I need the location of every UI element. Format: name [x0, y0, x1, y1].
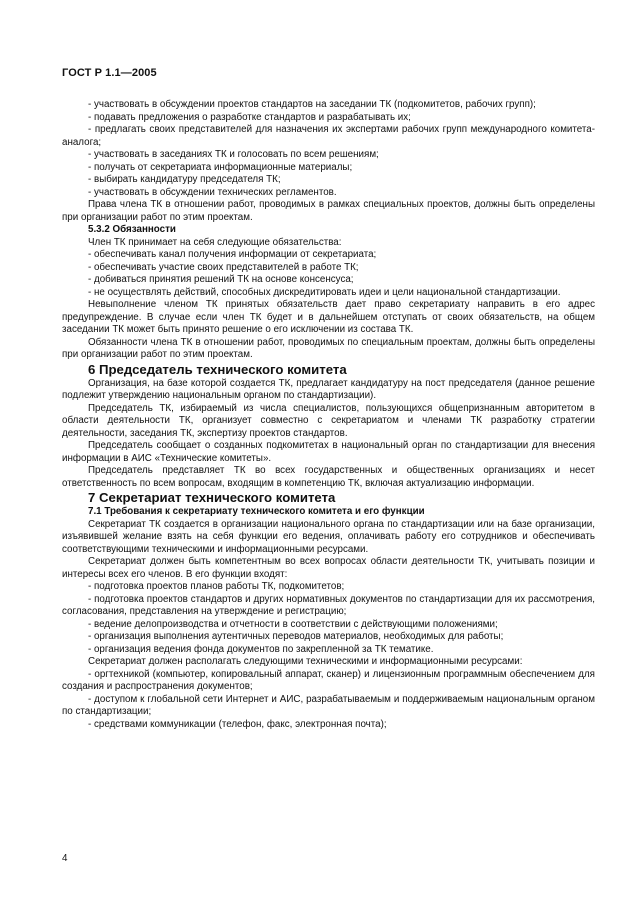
resource-item: - доступом к глобальной сети Интернет и АИС, разрабатываемым и поддерживаемым национальным органом по стандартизации; [62, 693, 595, 717]
function-item: - подготовка проектов планов работы ТК, подкомитетов; [88, 581, 345, 592]
function-item: - организация выполнения аутентичных переводов материалов, необходимых для работы; [88, 631, 504, 642]
section-heading-6: 6 Председатель технического комитета [88, 361, 347, 377]
chairman-paragraph: Председатель ТК, избираемый из числа специалистов, пользующихся общепризнанным авторитетом в области деятельности ТК, организует совместно с секретариатом и членами ТК разработку стратегии деятельности, заседания ТК, экспертизу проектов стандартов. [62, 402, 595, 439]
section-heading-7: 7 Секретариат технического комитета [88, 490, 336, 505]
duties-item: - добиваться принятия решений ТК на основе консенсуса; [88, 274, 354, 285]
document-body [62, 99, 595, 731]
secretariat-paragraph: Секретариат должен быть компетентным во всех вопросах области деятельности ТК, учитывать позиции и интересы всех его членов. В его функции входят: [62, 556, 595, 580]
function-item: - организация ведения фонда документов по закрепленной за ТК тематике. [88, 643, 434, 655]
function-item: - подготовка проектов стандартов и других нормативных документов по стандартизации для их рассмотрения, согласования, представления на утверждение и регистрацию; [62, 593, 595, 617]
duties-item: - обеспечивать участие своих представителей в работе ТК; [88, 261, 359, 273]
rights-item: - получать от секретариата информационные материалы; [88, 161, 353, 173]
rights-item: - участвовать в обсуждении технических регламентов. [88, 186, 337, 198]
duties-paragraph: Обязанности члена ТК в отношении работ, проводимых по специальным проектам, должны быть определены при организации работ по этим проектам. [62, 336, 595, 360]
rights-special-paragraph: Права члена ТК в отношении работ, проводимых в рамках специальных проектов, должны быть определены при организации работ по этим проектам. [62, 199, 595, 223]
rights-item: - подавать предложения о разработке стандартов и разрабатывать их; [88, 111, 411, 123]
duties-item: - обеспечивать канал получения информации от секретариата; [88, 249, 377, 260]
page-number: 4 [62, 853, 68, 864]
rights-item: - выбирать кандидатуру председателя ТК; [88, 174, 281, 185]
rights-item: - участвовать в обсуждении проектов стандартов на заседании ТК (подкомитетов, рабочих групп); [88, 99, 536, 110]
rights-item: - предлагать своих представителей для назначения их экспертами рабочих групп международного комитета-аналога; [62, 124, 595, 148]
section-heading-7-1: 7.1 Требования к секретариату технического комитета и его функции [88, 506, 425, 517]
resources-intro: Секретариат должен располагать следующими техническими и информационными ресурсами: [88, 656, 523, 667]
section-heading-5-3-2: 5.3.2 Обязанности [88, 224, 176, 235]
chairman-paragraph: Председатель представляет ТК во всех государственных и общественных организациях и несет ответственность по всем вопросам, входящим в компетенцию ТК, включая актуализацию информации. [62, 465, 595, 489]
duties-intro: Член ТК принимает на себя следующие обязательства: [88, 236, 342, 248]
chairman-paragraph: Председатель сообщает о созданных подкомитетах в национальный орган по стандартизации для внесения информации в АИС «Технические комитеты». [62, 440, 595, 464]
resource-item: - средствами коммуникации (телефон, факс, электронная почта); [88, 718, 387, 730]
secretariat-paragraph: Секретариат ТК создается в организации национального органа по стандартизации или на базе организации, изъявившей желание взять на себя функции его ведения, оплачивать работу его сотрудников и обеспечивать соответствующими техническими и информационными ресурсами. [62, 518, 595, 555]
duties-item: - не осуществлять действий, способных дискредитировать идеи и цели национальной стандартизации. [88, 286, 561, 298]
chairman-paragraph: Организация, на базе которой создается ТК, предлагает кандидатуру на пост председателя (данное решение подлежит утверждению национальным органом по стандартизации). [62, 377, 595, 401]
rights-item: - участвовать в заседаниях ТК и голосовать по всем решениям; [88, 149, 379, 160]
function-item: - ведение делопроизводства и отчетности в соответствии с действующими положениями; [88, 618, 498, 630]
document-code-header: ГОСТ Р 1.1—2005 [62, 67, 157, 79]
resource-item: - оргтехникой (компьютер, копировальный аппарат, сканер) и лицензионным программным обеспечением для создания и распространения документов; [62, 668, 595, 692]
duties-paragraph: Невыполнение членом ТК принятых обязательств дает право секретариату направить в его адрес предупреждение. В случае если член ТК будет и в дальнейшем отступать от своих обязательств, на общем заседании ТК может быть принято решение о его исключении из состава ТК. [62, 299, 595, 335]
